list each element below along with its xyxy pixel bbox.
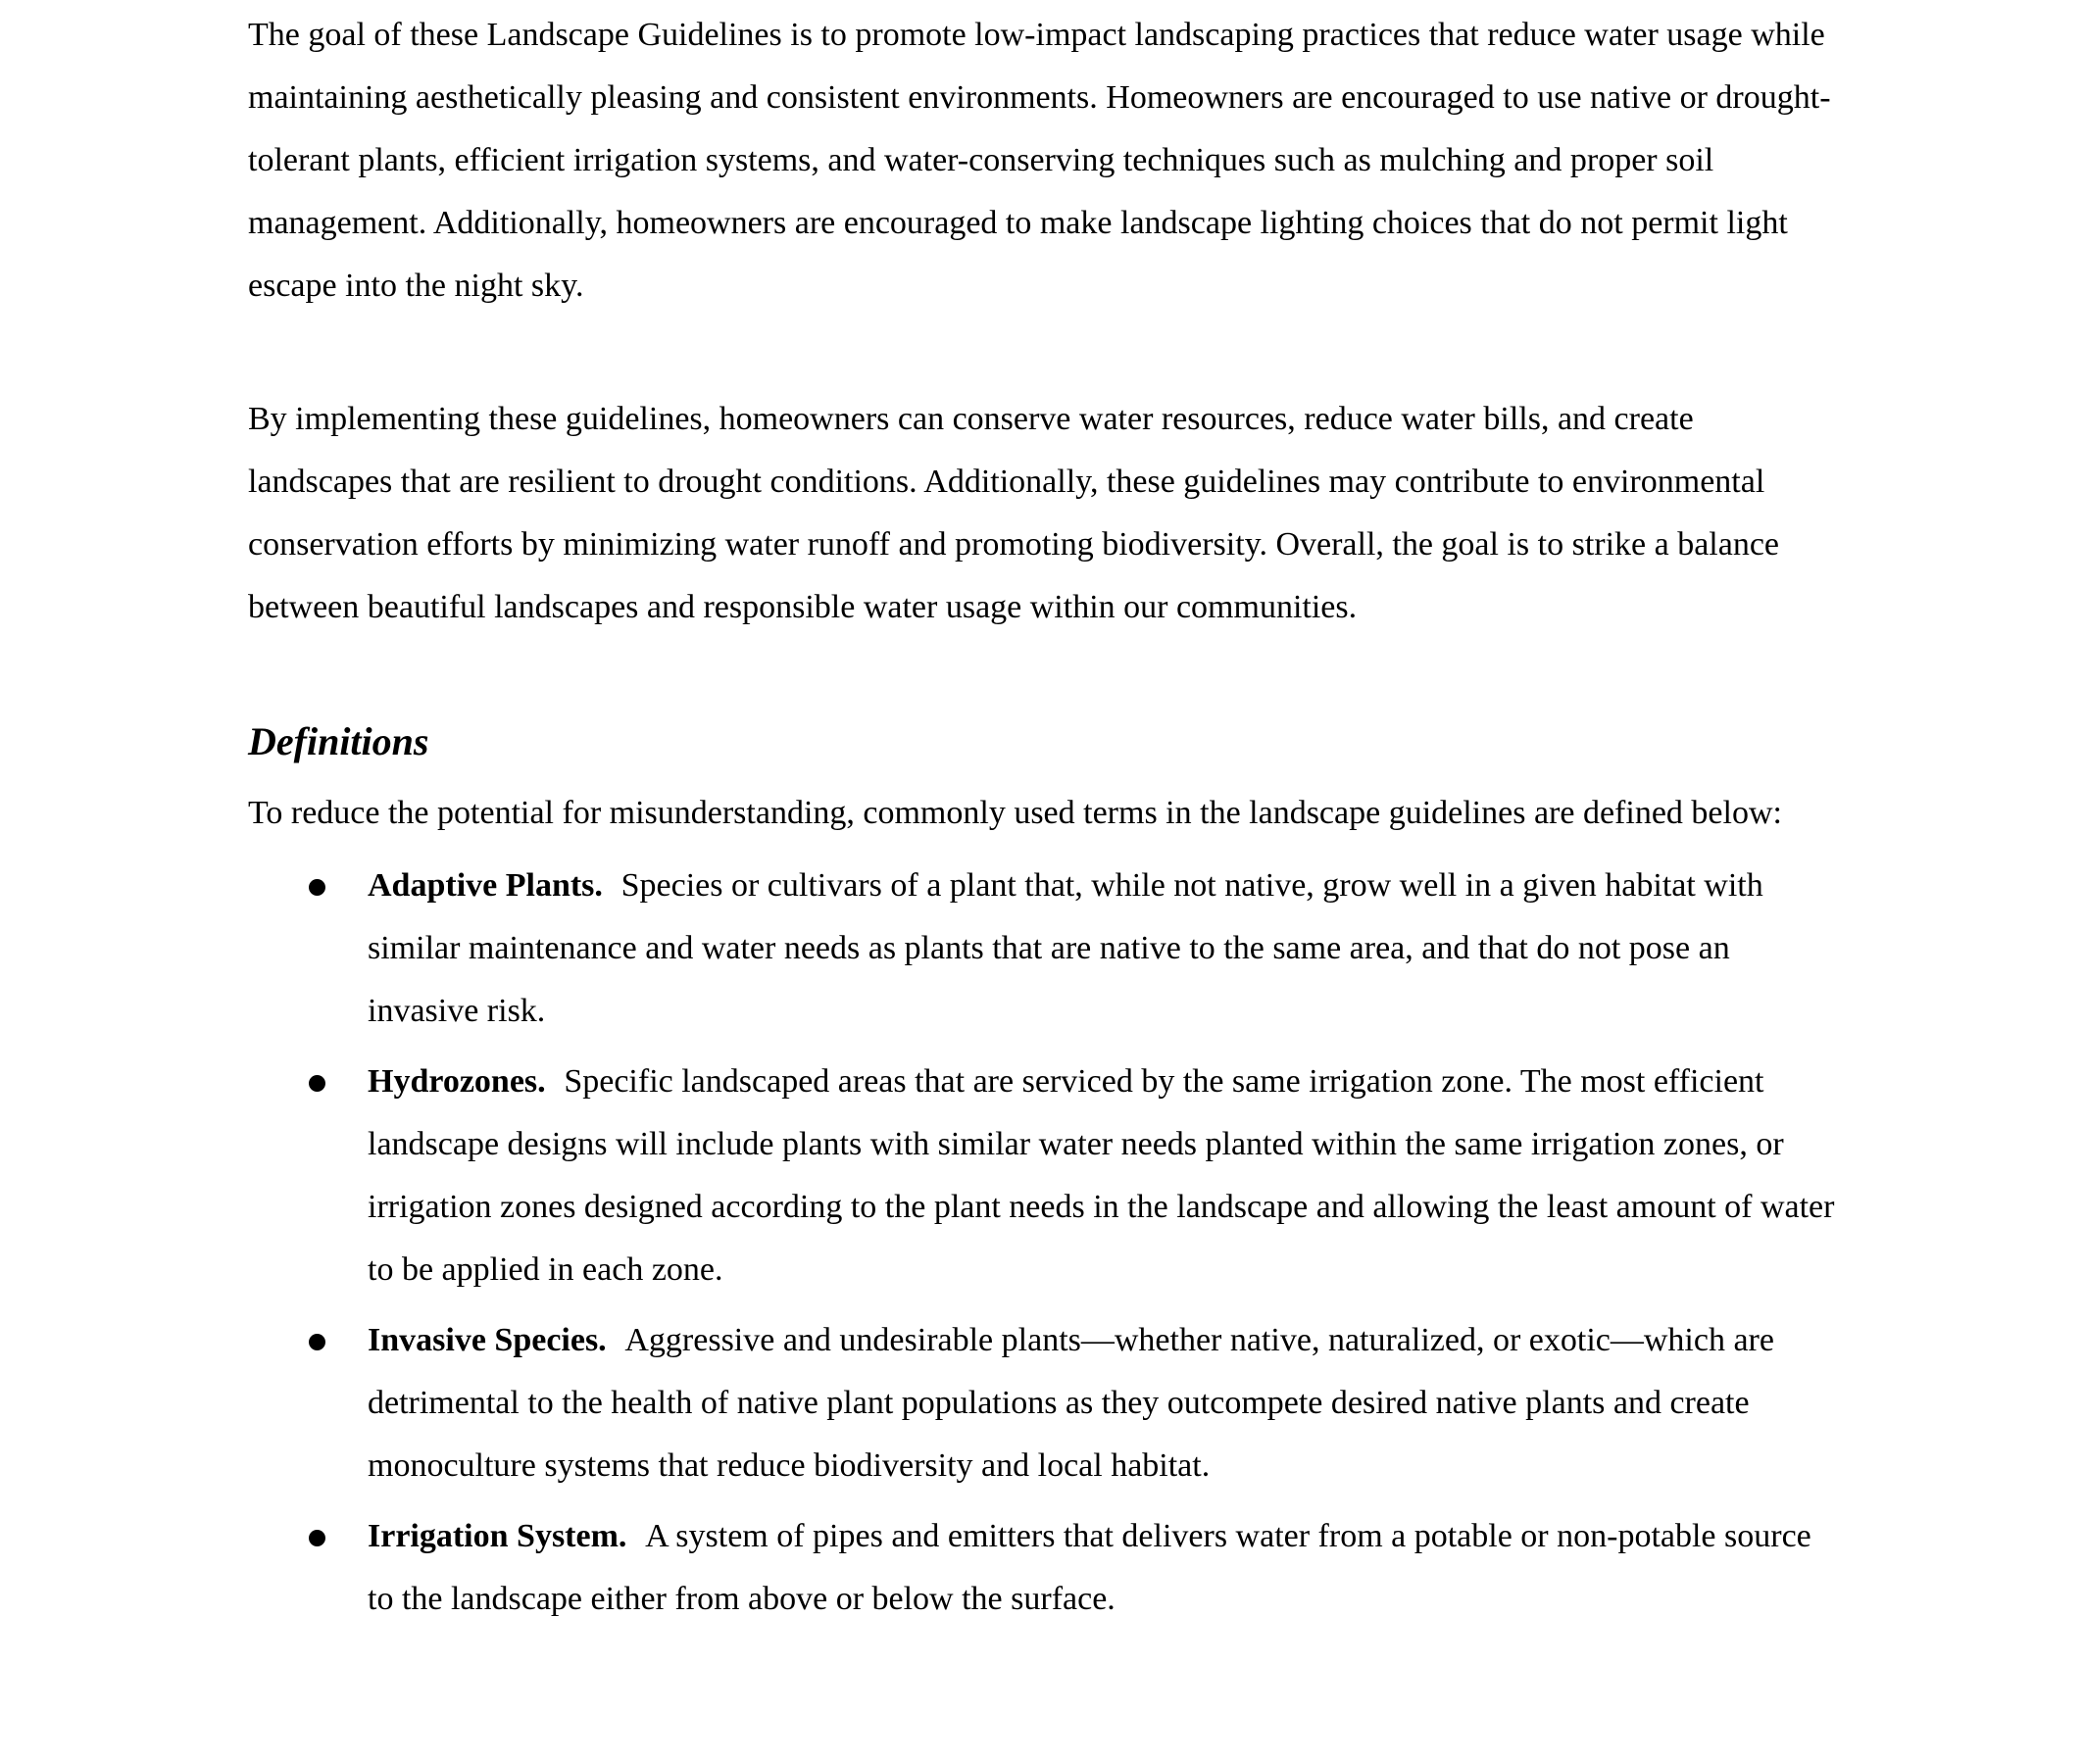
definition-item-invasive-species <box>248 1309 1836 1497</box>
definition-item-hydrozones <box>248 1051 1836 1301</box>
definition-text: A system of pipes and emitters that delivers water from a potable or non-potable source to the landscape either from above or below the surface. <box>368 1518 1811 1617</box>
definition-text: Aggressive and undesirable plants—whether native, naturalized, or exotic—which are detrimental to the health of native plant populations as they outcompete desired native plants and create monoculture systems that reduce biodiversity and local habitat. <box>368 1322 1774 1484</box>
definition-text: Species or cultivars of a plant that, while not native, grow well in a given habitat with similar maintenance and water needs as plants that are native to the same area, and that do not pose an invasive risk. <box>368 867 1763 1029</box>
paragraph-benefits: By implementing these guidelines, homeowners can conserve water resources, reduce water bills, and create landscapes that are resilient to drought conditions. Additionally, these guidelines may contribute to environmental conservation efforts by minimizing water runoff and promoting biodiversity. Overall, the goal is to strike a balance between beautiful landscapes and responsible water usage within our communities. <box>248 401 1780 625</box>
bullet-icon <box>309 1334 325 1350</box>
definition-term: Adaptive Plants. <box>368 867 603 904</box>
bullet-icon <box>309 1075 325 1092</box>
definition-term: Irrigation System. <box>368 1518 627 1554</box>
definitions-intro: To reduce the potential for misunderstanding, commonly used terms in the landscape guidelines are defined below: <box>248 795 1782 831</box>
definition-term: Invasive Species. <box>368 1322 607 1358</box>
paragraph-goal: The goal of these Landscape Guidelines is to promote low-impact landscaping practices that reduce water usage while maintaining aesthetically pleasing and consistent environments. Homeowners are encouraged to use native or drought-tolerant plants, efficient irrigation systems, and water-conserving techniques such as mulching and proper soil management. Additionally, homeowners are encouraged to make landscape lighting choices that do not permit light escape into the night sky. <box>248 17 1831 304</box>
bullet-icon <box>309 879 325 896</box>
definition-term: Hydrozones. <box>368 1063 546 1100</box>
definition-text: Specific landscaped areas that are serviced by the same irrigation zone. The most efficient landscape designs will include plants with similar water needs planted within the same irrigation zones, or irrigation zones designed according to the plant needs in the landscape and allowing the least amount of water to be applied in each zone. <box>368 1063 1835 1288</box>
definitions-list <box>248 855 1836 1631</box>
definitions-heading: Definitions <box>248 719 429 763</box>
definition-item-adaptive-plants <box>248 855 1836 1043</box>
bullet-icon <box>309 1530 325 1546</box>
definition-item-irrigation-system <box>248 1505 1836 1631</box>
